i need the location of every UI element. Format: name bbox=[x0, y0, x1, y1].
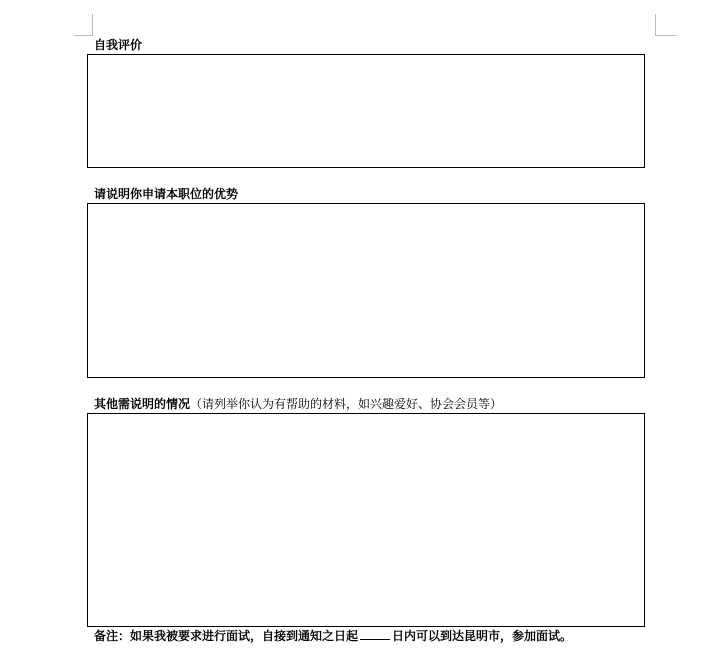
interview-days-blank[interactable] bbox=[360, 628, 390, 640]
position-advantage-title: 请说明你申请本职位的优势 bbox=[94, 187, 239, 201]
self-evaluation-input[interactable] bbox=[87, 54, 645, 168]
page-corner-mark-left bbox=[74, 14, 93, 36]
other-info-note: （请列举你认为有帮助的材料，如兴趣爱好、协会会员等） bbox=[190, 397, 503, 411]
remark-line bbox=[94, 628, 572, 643]
position-advantage-heading bbox=[94, 187, 238, 201]
self-evaluation-heading bbox=[94, 38, 142, 52]
remark-text-after: 日内可以到达昆明市，参加面试。 bbox=[392, 629, 573, 643]
other-info-title: 其他需说明的情况 bbox=[94, 397, 191, 411]
other-info-input[interactable] bbox=[87, 413, 645, 627]
page-corner-mark-right bbox=[655, 14, 677, 36]
self-evaluation-title: 自我评价 bbox=[94, 38, 143, 52]
remark-text-before: 备注：如果我被要求进行面试，自接到通知之日起 bbox=[94, 629, 359, 643]
position-advantage-input[interactable] bbox=[87, 203, 645, 378]
other-info-heading bbox=[94, 397, 502, 411]
